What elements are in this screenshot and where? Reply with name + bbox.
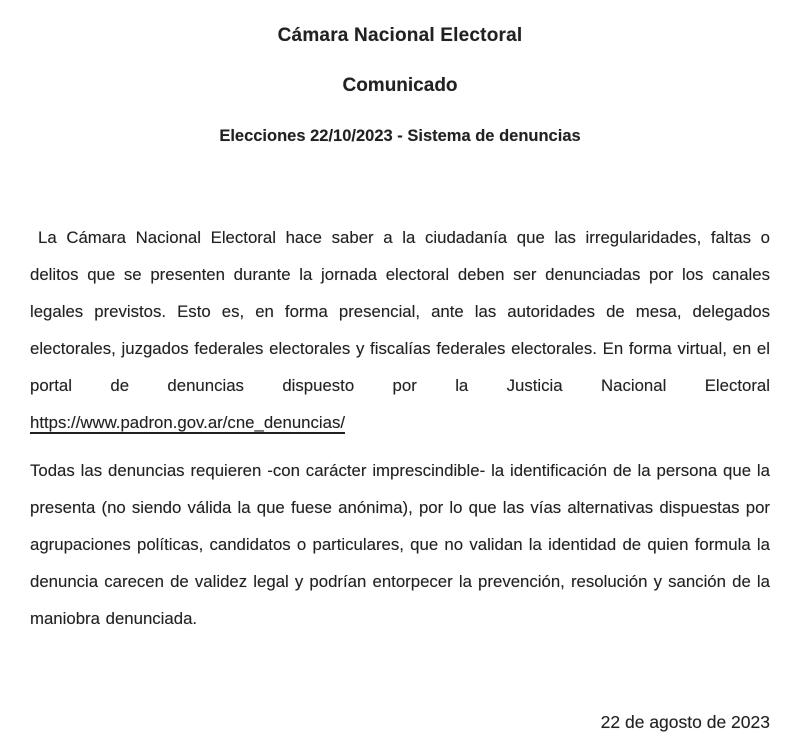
denuncias-portal-link[interactable]: https://www.padron.gov.ar/cne_denuncias/ [30, 413, 345, 432]
document-date: 22 de agosto de 2023 [600, 712, 770, 732]
paragraph-announcement [30, 219, 770, 441]
paragraph-announcement-text: La Cámara Nacional Electoral hace saber a la ciudadanía que las irregularidades, faltas o delitos que se presenten durante la jornada electoral deben ser denunciadas por los canales legales previstos. Esto es, en forma presencial, ante las autoridades de mesa, delegados electorales, juzgados federales electorales y fiscalías federales electorales. En forma virtual, en el portal de denuncias dispuesto por la Justicia Nacional Electoral [30, 228, 770, 395]
document-heading: Elecciones 22/10/2023 - Sistema de denuncias [219, 127, 581, 145]
document-subtitle: Comunicado [342, 75, 458, 96]
document-title: Cámara Nacional Electoral [277, 25, 523, 46]
paragraph-identification-requirement: Todas las denuncias requieren -con carácter imprescindible- la identificación de la persona que la presenta (no siendo válida la que fuese anónima), por lo que las vías alternativas dispuestas por agrupaciones políticas, candidatos o particulares, que no validan la identidad de quien formula la denuncia carecen de validez legal y podrían entorpecer la prevención, resolución y sanción de la maniobra denunciada. [30, 461, 770, 628]
